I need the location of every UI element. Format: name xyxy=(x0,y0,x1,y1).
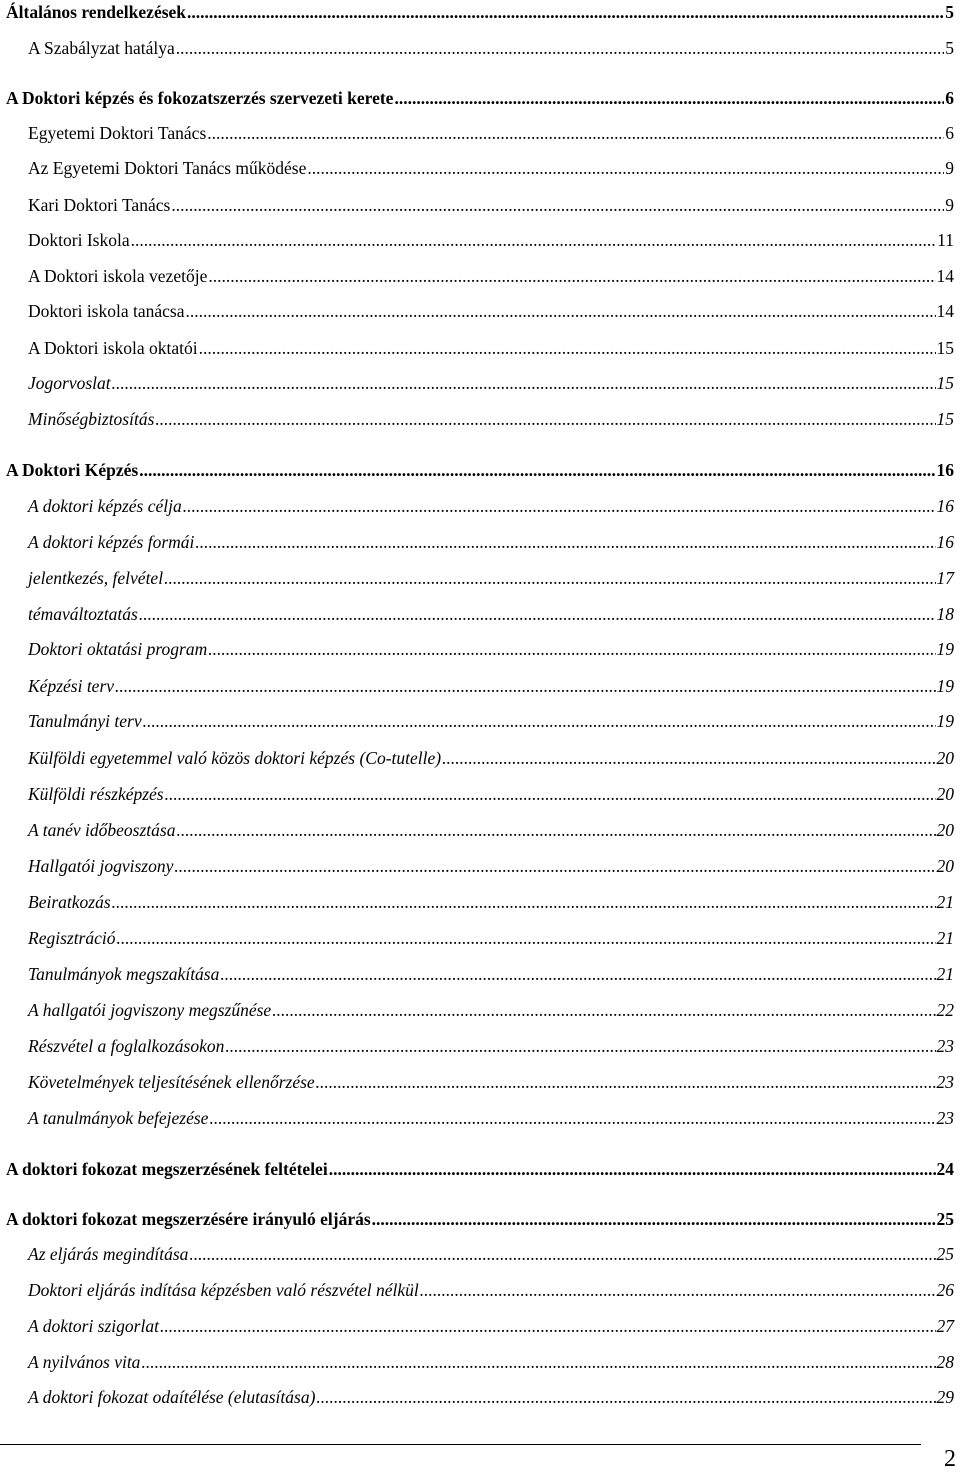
toc-entry-page: 22 xyxy=(936,1000,954,1020)
toc-entry-title: A doktori fokozat megszerzésének feltételei xyxy=(6,1159,328,1179)
toc-entry-page: 19 xyxy=(936,711,954,731)
toc-entry-page: 16 xyxy=(936,460,954,480)
toc-leader-dots xyxy=(199,338,936,359)
toc-leader-dots xyxy=(112,892,936,913)
toc-subsection-entry[interactable] xyxy=(28,1036,954,1057)
toc-entry-title: Doktori Iskola xyxy=(28,230,130,250)
toc-subsection-entry[interactable] xyxy=(28,964,954,985)
toc-entry-page: 26 xyxy=(936,1280,954,1300)
toc-leader-dots xyxy=(139,460,935,481)
toc-entry-title: A hallgatói jogviszony megszűnése xyxy=(28,1000,272,1020)
toc-leader-dots xyxy=(329,1159,936,1180)
toc-subsection-entry[interactable] xyxy=(28,676,954,697)
toc-entry-title: Külföldi egyetemmel való közös doktori képzés (Co-tutelle) xyxy=(28,748,442,768)
toc-entry-page: 20 xyxy=(936,856,954,876)
toc-leader-dots xyxy=(208,639,935,660)
toc-entry-page: 15 xyxy=(936,338,954,358)
toc-entry-title: A tanulmányok befejezése xyxy=(28,1108,209,1128)
toc-subsection-entry[interactable] xyxy=(28,1387,954,1408)
toc-leader-dots xyxy=(115,676,935,697)
toc-subsection-entry[interactable] xyxy=(28,373,954,394)
toc-entry-page: 9 xyxy=(945,195,954,215)
toc-leader-dots xyxy=(372,1209,936,1230)
toc-subsection-entry[interactable] xyxy=(28,604,954,625)
toc-subsection-entry[interactable] xyxy=(28,784,954,805)
toc-subsection-entry[interactable] xyxy=(28,158,954,179)
toc-entry-title: Tanulmányok megszakítása xyxy=(28,964,220,984)
toc-leader-dots xyxy=(143,711,936,732)
toc-entry-title: Egyetemi Doktori Tanács xyxy=(28,123,207,143)
toc-entry-page: 16 xyxy=(936,532,954,552)
toc-entry-title: Az Egyetemi Doktori Tanács működése xyxy=(28,158,307,178)
toc-entry-page: 11 xyxy=(937,230,954,250)
toc-entry-title: A doktori szigorlat xyxy=(28,1316,159,1336)
toc-leader-dots xyxy=(155,409,935,430)
toc-subsection-entry[interactable] xyxy=(28,820,954,841)
toc-entry-title: Részvétel a foglalkozásokon xyxy=(28,1036,225,1056)
toc-subsection-entry[interactable] xyxy=(28,1280,954,1301)
toc-entry-page: 14 xyxy=(936,301,954,321)
toc-subsection-entry[interactable] xyxy=(28,1316,954,1337)
toc-entry-title: A doktori fokozat odaítélése (elutasítása) xyxy=(28,1387,316,1407)
toc-entry-page: 20 xyxy=(936,784,954,804)
toc-entry-title: Tanulmányi terv xyxy=(28,711,142,731)
toc-entry-title: A doktori képzés formái xyxy=(28,532,195,552)
toc-entry-title: Képzési terv xyxy=(28,676,115,696)
toc-entry-page: 25 xyxy=(936,1244,954,1264)
toc-leader-dots xyxy=(185,301,935,322)
toc-entry-page: 15 xyxy=(936,409,954,429)
toc-entry-title: Hallgatói jogviszony xyxy=(28,856,174,876)
toc-entry-page: 6 xyxy=(945,88,954,108)
toc-subsection-entry[interactable] xyxy=(28,1352,954,1373)
toc-entry-title: jelentkezés, felvétel xyxy=(28,568,164,588)
toc-entry-title: A Szabályzat hatálya xyxy=(28,38,175,58)
toc-entry-title: Követelmények teljesítésének ellenőrzése xyxy=(28,1072,315,1092)
toc-leader-dots xyxy=(117,928,936,949)
toc-entry-page: 23 xyxy=(936,1036,954,1056)
toc-subsection-entry[interactable] xyxy=(28,195,954,216)
toc-subsection-entry[interactable] xyxy=(28,38,954,59)
toc-entry-page: 20 xyxy=(936,820,954,840)
toc-subsection-entry[interactable] xyxy=(28,301,954,322)
toc-entry-page: 21 xyxy=(936,964,954,984)
toc-entry-page: 29 xyxy=(936,1387,954,1407)
toc-section-entry[interactable] xyxy=(6,1159,954,1180)
toc-entry-page: 14 xyxy=(936,266,954,286)
toc-entry-page: 24 xyxy=(936,1159,954,1179)
toc-entry-title: Doktori oktatási program xyxy=(28,639,208,659)
toc-leader-dots xyxy=(209,1108,935,1129)
toc-entry-page: 5 xyxy=(945,2,954,22)
toc-entry-title: Az eljárás megindítása xyxy=(28,1244,189,1264)
toc-subsection-entry[interactable] xyxy=(28,1000,954,1021)
toc-leader-dots xyxy=(394,88,944,109)
toc-subsection-entry[interactable] xyxy=(28,1072,954,1093)
toc-subsection-entry[interactable] xyxy=(28,266,954,287)
toc-entry-title: A Doktori iskola oktatói xyxy=(28,338,198,358)
toc-subsection-entry[interactable] xyxy=(28,1108,954,1129)
toc-leader-dots xyxy=(207,123,944,144)
toc-leader-dots xyxy=(316,1072,936,1093)
toc-leader-dots xyxy=(187,2,944,23)
toc-entry-title: Doktori iskola tanácsa xyxy=(28,301,185,321)
toc-leader-dots xyxy=(307,158,944,179)
toc-entry-title: A doktori fokozat megszerzésére irányuló eljárás xyxy=(6,1209,371,1229)
toc-entry-title: A Doktori iskola vezetője xyxy=(28,266,208,286)
toc-entry-title: Jogorvoslat xyxy=(28,373,111,393)
toc-entry-page: 6 xyxy=(945,123,954,143)
toc-section-entry[interactable] xyxy=(6,460,954,481)
toc-section-entry[interactable] xyxy=(6,88,954,109)
toc-subsection-entry[interactable] xyxy=(28,568,954,589)
toc-leader-dots xyxy=(141,1352,935,1373)
toc-entry-title: témaváltoztatás xyxy=(28,604,138,624)
toc-entry-page: 21 xyxy=(936,892,954,912)
toc-subsection-entry[interactable] xyxy=(28,748,954,769)
toc-leader-dots xyxy=(165,784,936,805)
toc-leader-dots xyxy=(442,748,935,769)
toc-entry-title: Általános rendelkezések xyxy=(6,2,187,22)
toc-leader-dots xyxy=(183,496,936,517)
toc-subsection-entry[interactable] xyxy=(28,123,954,144)
toc-entry-title: A nyilvános vita xyxy=(28,1352,141,1372)
toc-entry-title: Minőségbiztosítás xyxy=(28,409,155,429)
toc-subsection-entry[interactable] xyxy=(28,1244,954,1265)
toc-entry-page: 23 xyxy=(936,1072,954,1092)
page-number: 2 xyxy=(944,1446,956,1472)
toc-entry-page: 27 xyxy=(936,1316,954,1336)
toc-section-entry[interactable] xyxy=(6,2,954,23)
toc-entry-page: 16 xyxy=(936,496,954,516)
toc-leader-dots xyxy=(139,604,936,625)
toc-subsection-entry[interactable] xyxy=(28,409,954,430)
toc-leader-dots xyxy=(220,964,935,985)
toc-leader-dots xyxy=(225,1036,935,1057)
toc-leader-dots xyxy=(171,195,944,216)
toc-entry-page: 17 xyxy=(936,568,954,588)
toc-entry-title: A doktori képzés célja xyxy=(28,496,182,516)
toc-subsection-entry[interactable] xyxy=(28,496,954,517)
toc-entry-page: 15 xyxy=(936,373,954,393)
toc-entry-title: Beiratkozás xyxy=(28,892,111,912)
toc-leader-dots xyxy=(208,266,935,287)
toc-leader-dots xyxy=(164,568,935,589)
toc-entry-title: Külföldi részképzés xyxy=(28,784,164,804)
toc-leader-dots xyxy=(112,373,936,394)
toc-entry-title: Regisztráció xyxy=(28,928,116,948)
toc-entry-page: 18 xyxy=(936,604,954,624)
footer-rule xyxy=(0,1444,921,1445)
toc-leader-dots xyxy=(189,1244,935,1265)
toc-leader-dots xyxy=(176,820,935,841)
toc-entry-page: 20 xyxy=(936,748,954,768)
toc-entry-page: 9 xyxy=(945,158,954,178)
toc-entry-page: 5 xyxy=(945,38,954,58)
toc-leader-dots xyxy=(272,1000,935,1021)
toc-subsection-entry[interactable] xyxy=(28,928,954,949)
toc-subsection-entry[interactable] xyxy=(28,639,954,660)
toc-leader-dots xyxy=(316,1387,935,1408)
toc-subsection-entry[interactable] xyxy=(28,856,954,877)
toc-entry-page: 25 xyxy=(936,1209,954,1229)
toc-leader-dots xyxy=(176,38,945,59)
toc-leader-dots xyxy=(160,1316,936,1337)
toc-entry-title: A Doktori Képzés xyxy=(6,460,139,480)
toc-subsection-entry[interactable] xyxy=(28,892,954,913)
toc-entry-page: 23 xyxy=(936,1108,954,1128)
toc-entry-title: Doktori eljárás indítása képzésben való részvétel nélkül xyxy=(28,1280,419,1300)
toc-subsection-entry[interactable] xyxy=(28,532,954,553)
toc-subsection-entry[interactable] xyxy=(28,711,954,732)
toc-section-entry[interactable] xyxy=(6,1209,954,1230)
toc-entry-page: 28 xyxy=(936,1352,954,1372)
toc-entry-title: A Doktori képzés és fokozatszerzés szervezeti kerete xyxy=(6,88,394,108)
toc-subsection-entry[interactable] xyxy=(28,338,954,359)
toc-leader-dots xyxy=(131,230,937,251)
toc-entry-page: 21 xyxy=(936,928,954,948)
toc-entry-title: Kari Doktori Tanács xyxy=(28,195,171,215)
toc-leader-dots xyxy=(420,1280,936,1301)
toc-leader-dots xyxy=(195,532,935,553)
toc-subsection-entry[interactable] xyxy=(28,230,954,251)
toc-entry-title: A tanév időbeosztása xyxy=(28,820,176,840)
toc-leader-dots xyxy=(174,856,935,877)
toc-entry-page: 19 xyxy=(936,676,954,696)
toc-entry-page: 19 xyxy=(936,639,954,659)
